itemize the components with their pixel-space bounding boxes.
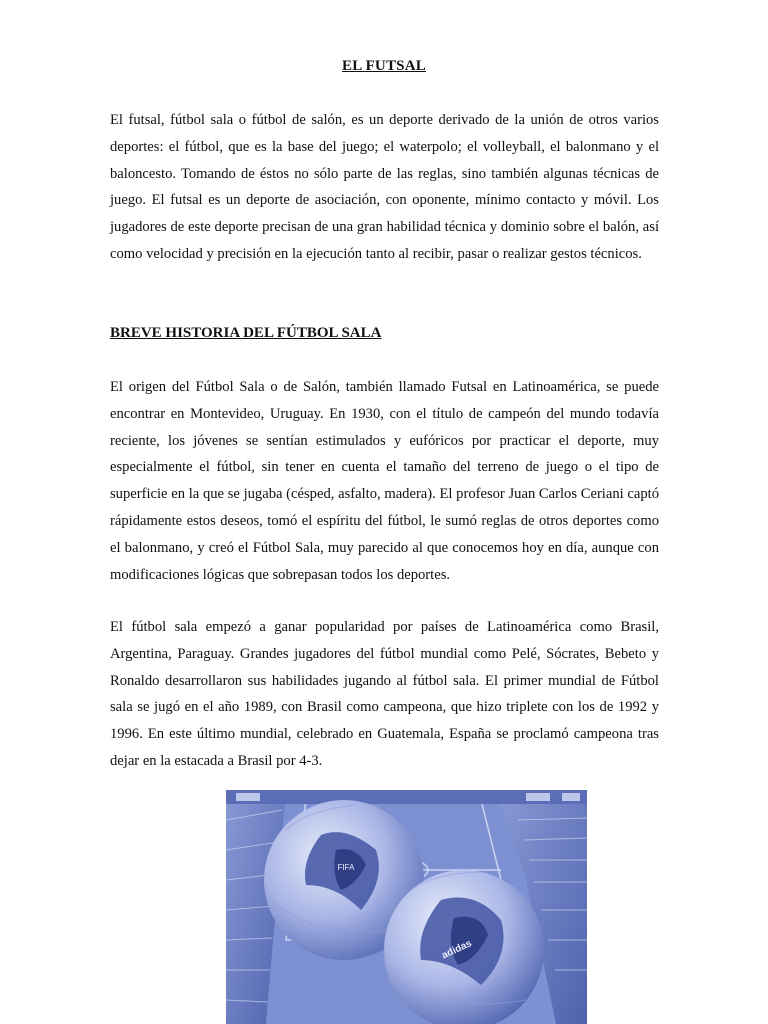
history-paragraph-2: El fútbol sala empezó a ganar popularidad por países de Latinoamérica como Brasil, Argentina, Paraguay. Grandes jugadores del fútbol mundial como Pelé, Sócrates, Bebeto y Ronaldo desarrollaron sus habilidades jugando al fútbol sala. El primer mundial de Fútbol sala se jugó en el año 1989, con Brasil como campeona, que hizo triplete con los de 1992 y 1996. En este último mundial, celebrado en Guatemala, España se proclamó campeona tras dejar en la estacada a Brasil por 4-3. xyxy=(110,619,659,769)
section-heading-history: BREVE HISTORIA DEL FÚTBOL SALA xyxy=(110,325,382,341)
intro-paragraph: El futsal, fútbol sala o fútbol de salón, es un deporte derivado de la unión de otros varios deportes: el fútbol, que es la base del juego; el waterpolo; el volleyball, el balonmano y el baloncesto. Tomando de éstos no sólo parte de las reglas, sino también algunas técnicas de juego. El futsal es un deporte de asociación, con oponente, mínimo contacto y móvil. Los jugadores de este deporte precisan de una gran habilidad técnica y dominio sobre el balón, así como velocidad y precisión en la ejecución tanto al recibir, pasar o realizar gestos técnicos. xyxy=(110,112,659,262)
history-paragraph-1: El origen del Fútbol Sala o de Salón, también llamado Futsal en Latinoamérica, se puede encontrar en Montevideo, Uruguay. En 1930, con el título de campeón del mundo todavía reciente, los jóvenes se sentían estimulados y eufóricos por practicar el deporte, muy especialmente el fútbol, sin tener en cuenta el tamaño del terreno de juego o el tipo de superficie en la que se jugaba (césped, asfalto, madera). El profesor Juan Carlos Ceriani captó rápidamente estos deseos, tomó el espíritu del fútbol, le sumó reglas de otros deportes como el balonmano, y creó el Fútbol Sala, muy parecido al que conocemos hoy en día, aunque con modificaciones lógicas que sobrepasan todos los deportes. xyxy=(110,379,659,583)
document-title: EL FUTSAL xyxy=(342,58,426,74)
futsal-balls-illustration xyxy=(226,790,587,1024)
futsal-balls-image xyxy=(226,790,587,1024)
ball-logo-adidas: adidas xyxy=(440,938,474,962)
ball-logo-fifa: FIFA xyxy=(337,863,355,872)
